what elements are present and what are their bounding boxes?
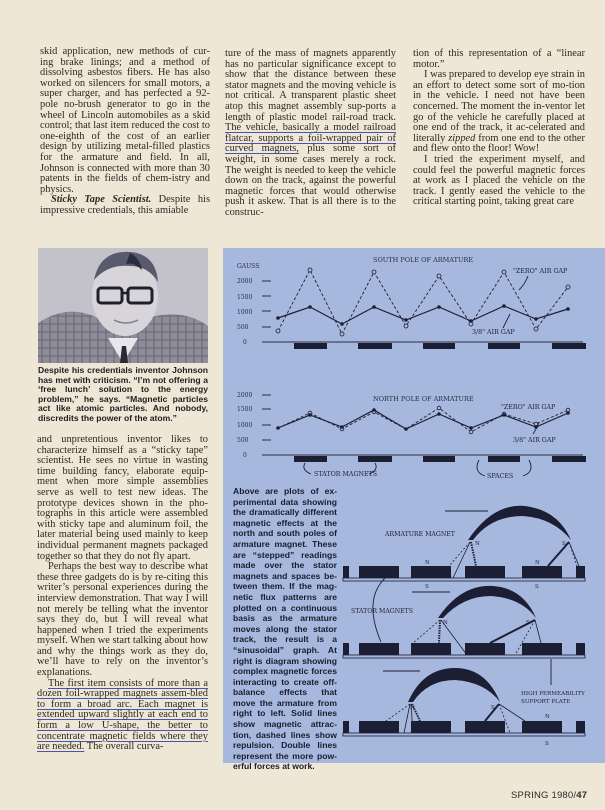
zero-gap-label-north: "ZERO" AIR GAP <box>501 404 556 411</box>
spaces-label: SPACES <box>487 473 514 480</box>
stator-magnets-label: STATOR MAGNETS <box>314 471 378 478</box>
svg-text:N: N <box>425 560 430 566</box>
south-chart-title: SOUTH POLE OF ARMATURE <box>373 256 474 264</box>
eighth-gap-label-north: 3/8" AIR GAP <box>513 437 556 444</box>
underlined-passage: The first item consists of more than a dozen foil-wrapped magnets assem-bled to form a broad arc. Each magnet is extended upward slightly at each end to form a low U-shape, the better to concentrate magnetic fields where they are needed. <box>37 677 208 753</box>
support-plate-label-2: SUPPORT PLATE <box>521 699 571 705</box>
paragraph: I tried the experiment myself, and could feel the powerful magnetic forces at work as I placed the vehicle on the track. I gently eased the vehicle to the critical starting point, taking great care <box>413 153 585 208</box>
svg-text:S: S <box>545 741 549 747</box>
svg-text:S: S <box>535 584 539 590</box>
issue-date: SPRING 1980/ <box>511 790 577 801</box>
north-chart-title: NORTH POLE OF ARMATURE <box>373 395 474 403</box>
zero-gap-label-south: "ZERO" AIR GAP <box>513 268 568 275</box>
svg-text:1000: 1000 <box>237 422 253 429</box>
figure-caption: Above are plots of ex-perimental data showing the dramatically different magnetic effects at the north and south poles of armature magnet. These are “stepped” readings made over the stator magnets and spaces be-tween them. If the mag-netic flux patterns are plotted on a continuous basis as the armature moves along the stator track, the result is a “sinusoidal” graph. At right is diagram showing complex magnetic forces interacting to create off-balance effects that move the armature from right to left. Solid lines show magnetic attrac-tion, dashed lines show repulsion. Double lines represent the more pow-erful forces at work. <box>233 486 337 772</box>
paragraph: The first item consists of more than a dozen foil-wrapped magnets assem-bled to form a broad arc. Each magnet is extended upward slightly at each end to form a low U-shape, the better to concentrate magnetic fields where they are needed. The overall curva- <box>37 677 208 753</box>
stator-magnets-diagram-label: STATOR MAGNETS <box>351 608 414 615</box>
paragraph-subhead: Sticky Tape Scientist. Despite his impressive credentials, this amiable <box>40 194 210 216</box>
article-column-3-top <box>413 49 585 208</box>
svg-text:S: S <box>491 705 495 711</box>
svg-text:0: 0 <box>243 339 247 346</box>
page-number: 47 <box>576 790 588 801</box>
article-column-2-top <box>225 49 396 219</box>
svg-text:S: S <box>526 620 530 626</box>
subhead-sticky-tape-scientist: Sticky Tape Scientist. <box>51 194 152 206</box>
svg-text:N: N <box>545 714 550 720</box>
paragraph: ture of the mass of magnets apparently has no particular significance except to show that the distance between these stator magnets and the moving vehicle is not critical. A transparent plastic sheet atop this magnet assembly sup-ports a length of plastic model rail-road track. The vehicle, basically a model railroad flatcar, supports a foil-wrapped pair of curved magnets, plus some sort of weight, in some cases merely a rock. The weight is needed to keep the vehicle down on the track, against the powerful magnetic forces that would otherwise push it askew. That is all there is to the construc- <box>225 48 397 218</box>
support-plate-label-1: HIGH PERMEABILITY <box>521 691 585 697</box>
svg-text:S: S <box>425 584 429 590</box>
underlined-passage: The vehicle, basically a model railroad flatcar, supports a foil-wrapped pair of curved magnets, <box>225 122 396 155</box>
gauss-axis-label: GAUSS <box>237 263 260 270</box>
svg-text:1000: 1000 <box>237 309 253 316</box>
svg-text:N: N <box>410 705 415 711</box>
eighth-gap-label-south: 3/8" AIR GAP <box>472 329 515 336</box>
inventor-photo <box>38 248 208 363</box>
svg-text:S: S <box>562 541 566 547</box>
svg-text:500: 500 <box>237 324 249 331</box>
paragraph: skid application, new methods of cur-ing brake linings; and a method of dissolving asbestos fibers. He has also worked on silencers for small motors, a super charger, and has perfected a 92-pole no-brush generator to go in the wheel of Lincoln automobiles as a skid control; that last item reduced the cost to one-eighth of the cost of an earlier design by utilizing metal-filled plastics for the armature and field. In all, Johnson is connected with more than 30 patents in the fields of chem-istry and physics. <box>40 46 210 195</box>
paragraph: Perhaps the best way to describe what these three gadgets do is by re-citing this writer’s personal experiences during the interview demonstration. That way I will not merely be telling what the inventor says they do, but I will reveal what happened when I tried the experiments myself. When we start talking about how and why the things work as they do, we’ll have to rely on the inventor’s explanations. <box>37 561 208 679</box>
svg-text:1500: 1500 <box>237 294 253 301</box>
article-column-1-bottom <box>37 435 208 753</box>
svg-text:N: N <box>443 620 448 626</box>
photo-caption: Despite his credentials inventor Johnson has met with criticism. “I’m not offering a ‘free lunch’ solution to the energy problem,” he says. “Magnetic particles act like atomic particles. And nobody, discredits the power of the atom.” <box>38 365 208 423</box>
paragraph: I was prepared to develop eye strain in an effort to detect some sort of mo-tion in the vehicle. I need not have been concerned. The moment the in-ventor let go of the vehicle he carefully placed at one end of the track, it ac-celerated and literally zipped from one end to the other and flew onto the floor! Wow! <box>413 69 585 155</box>
svg-text:N: N <box>475 541 480 547</box>
paragraph: tion of this representation of a “linear motor.” <box>413 48 585 70</box>
svg-text:0: 0 <box>243 452 247 459</box>
portrait-image <box>38 248 208 363</box>
article-column-1-top <box>40 47 210 217</box>
svg-text:2000: 2000 <box>237 392 253 399</box>
svg-text:500: 500 <box>237 437 249 444</box>
paragraph: and unpretentious inventor likes to characterize himself as a “sticky tape” scientist. He sees no virtue in wasting time building fancy, elaborate equip-ment when more simple assemblies serve as well to test new ideas. The prototype devices shown in the pho-tographs in this article were assembled with sticky tape and aluminum foil, the later material being used mainly to keep individual permanent magnets packaged together so that they do not fly apart. <box>37 434 208 562</box>
page-footer <box>511 790 587 801</box>
svg-text:N: N <box>535 560 540 566</box>
svg-text:2000: 2000 <box>237 278 253 285</box>
svg-text:1500: 1500 <box>237 406 253 413</box>
armature-magnet-label: ARMATURE MAGNET <box>385 531 455 538</box>
south-pole-chart <box>237 256 586 349</box>
north-pole-chart <box>237 392 586 480</box>
armature-diagram <box>343 506 585 747</box>
